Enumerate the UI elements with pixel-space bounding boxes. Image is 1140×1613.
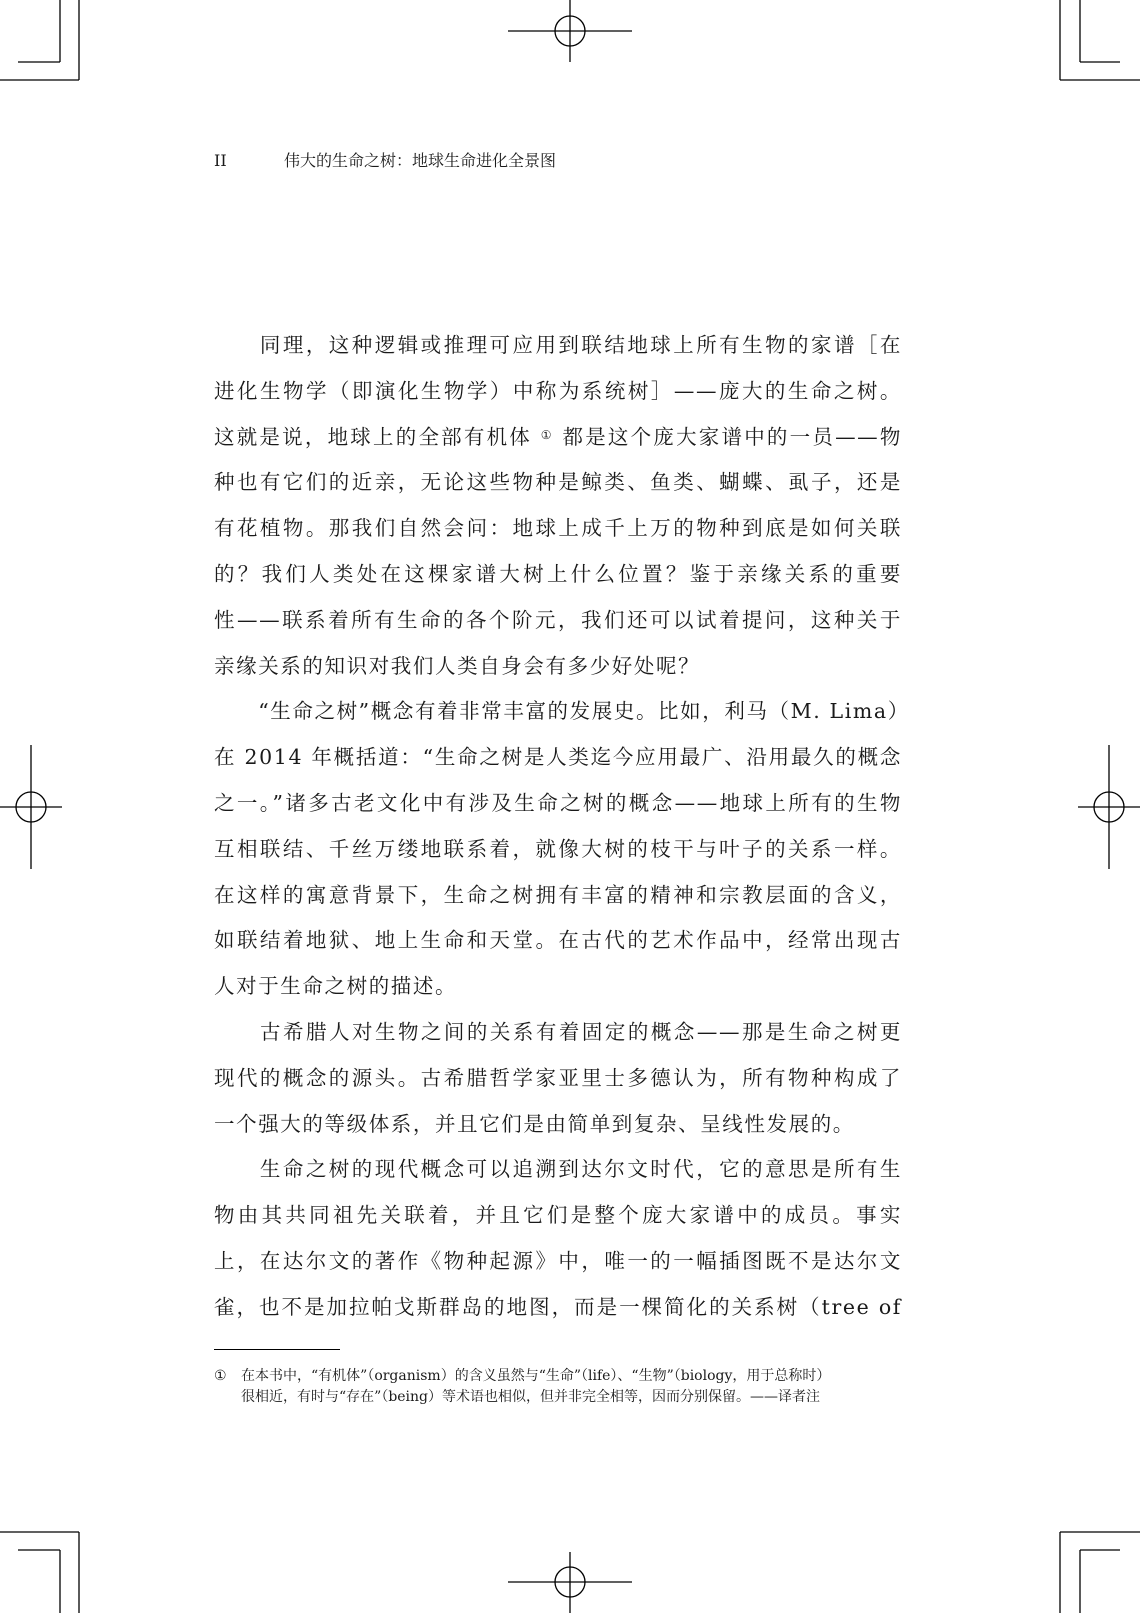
text-line: 现代的概念的源头。古希腊哲学家亚里士多德认为，所有物种构成了: [214, 1065, 902, 1090]
text-line: 在 2014 年概括道：“生命之树是人类迄今应用最广、沿用最久的概念: [214, 745, 902, 770]
text-line: 之一。”诸多古老文化中有涉及生命之树的概念——地球上所有的生物: [214, 790, 902, 815]
text-line: “生命之树”概念有着非常丰富的发展史。比如，利马（M. Lima）: [214, 699, 910, 724]
footnote-text: 在本书中，“有机体”（organism）的含义虽然与“生命”（life）、“生物”（biology，用于总称时）: [241, 1368, 831, 1384]
text-line: 上，在达尔文的著作《物种起源》中，唯一的一幅插图既不是达尔文: [214, 1248, 902, 1273]
running-header: [214, 150, 556, 172]
registration-mark-right: [1078, 745, 1140, 869]
text-run: 这就是说，地球上的全部有机体: [214, 424, 533, 449]
crop-mark-top-right: [1060, 0, 1140, 80]
registration-mark-left: [0, 745, 62, 869]
text-line: 生命之树的现代概念可以追溯到达尔文时代，它的意思是所有生: [214, 1157, 902, 1182]
text-line: 的？我们人类处在这棵家谱大树上什么位置？鉴于亲缘关系的重要: [214, 561, 902, 586]
text-line: 有花植物。那我们自然会问：地球上成千上万的物种到底是如何关联: [214, 516, 902, 541]
text-line: 亲缘关系的知识对我们人类自身会有多少好处呢？: [214, 653, 701, 678]
footnote-line: 很相近，有时与“存在”（being）等术语也相似，但并非完全相等，因而分别保留。——译者注: [241, 1389, 821, 1405]
text-line: 互相联结、千丝万缕地联系着，就像大树的枝干与叶子的关系一样。: [214, 836, 902, 861]
footnote-reference[interactable]: ①: [540, 427, 554, 442]
crop-mark-bottom-left: [0, 1532, 79, 1613]
footnote: [214, 1366, 914, 1408]
text-line: [214, 415, 902, 461]
footnote-mark: ①: [214, 1368, 227, 1384]
text-line: 雀，也不是加拉帕戈斯群岛的地图，而是一棵简化的关系树（tree of: [214, 1294, 902, 1319]
text-line: 性——联系着所有生命的各个阶元，我们还可以试着提问，这种关于: [214, 607, 902, 632]
text-line: 进化生物学（即演化生物学）中称为系统树］——庞大的生命之树。: [214, 378, 902, 403]
crop-mark-top-left: [0, 0, 79, 80]
text-line: 在这样的寓意背景下，生命之树拥有丰富的精神和宗教层面的含义，: [214, 882, 902, 907]
page-number: II: [214, 151, 227, 170]
footnote-separator: [214, 1349, 340, 1350]
footnote-line: [214, 1366, 914, 1387]
text-run: 都是这个庞大家谱中的一员——物: [562, 424, 902, 449]
text-line: 如联结着地狱、地上生命和天堂。在古代的艺术作品中，经常出现古: [214, 928, 902, 953]
text-line: 古希腊人对生物之间的关系有着固定的概念——那是生命之树更: [214, 1019, 902, 1044]
text-line: 人对于生命之树的描述。: [214, 974, 458, 999]
text-line: 同理，这种逻辑或推理可应用到联结地球上所有生物的家谱［在: [214, 333, 902, 357]
registration-mark-top: [508, 0, 632, 62]
text-line: 物由其共同祖先关联着，并且它们是整个庞大家谱中的成员。事实: [214, 1203, 902, 1228]
text-line: 种也有它们的近亲，无论这些物种是鲸类、鱼类、蝴蝶、虱子，还是: [214, 470, 902, 495]
registration-mark-bottom: [508, 1552, 632, 1613]
crop-mark-bottom-right: [1060, 1532, 1140, 1613]
text-line: 一个强大的等级体系，并且它们是由简单到复杂、呈线性发展的。: [214, 1111, 855, 1136]
book-title: 伟大的生命之树：地球生命进化全景图: [284, 151, 557, 170]
body-text: [214, 323, 910, 1331]
